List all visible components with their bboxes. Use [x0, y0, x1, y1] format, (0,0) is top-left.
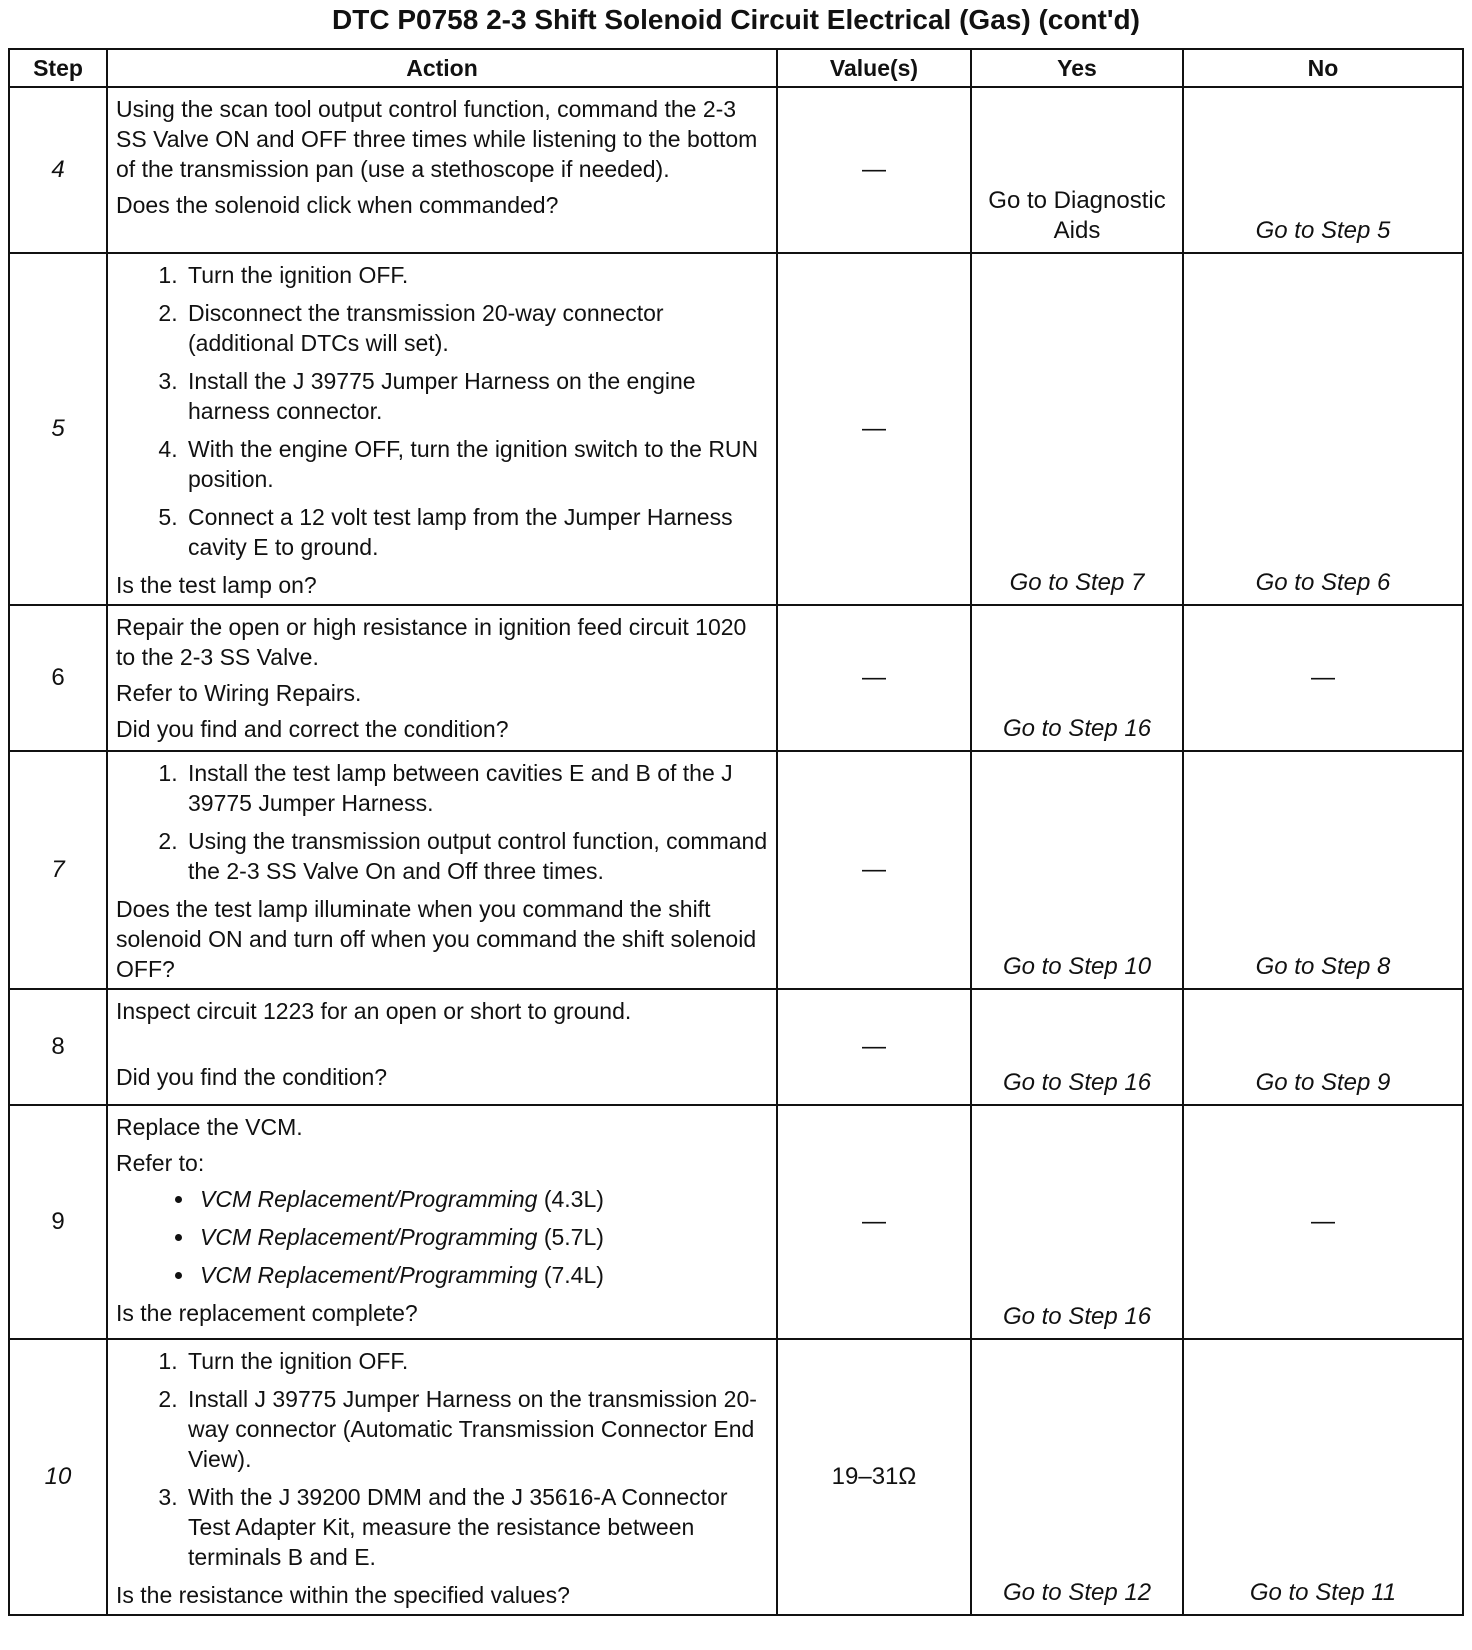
header-row	[9, 49, 1463, 87]
no-cell: Go to Step 5	[1183, 87, 1463, 253]
yes-cell: Go to Step 10	[971, 751, 1183, 989]
action-question: Did you find and correct the condition?	[116, 716, 509, 742]
step-number: 10	[9, 1339, 107, 1615]
list-item: 1. Turn the ignition OFF.	[184, 1346, 770, 1376]
value-cell: —	[777, 751, 971, 989]
action-text: Refer to:	[116, 1150, 205, 1176]
yes-cell: Go to Diagnostic Aids	[971, 87, 1183, 253]
list-item: 2. Install J 39775 Jumper Harness on the transmission 20-way connector (Automatic Transmission Connector End View).	[184, 1384, 770, 1474]
bullet-list	[116, 1184, 770, 1290]
action-cell	[107, 989, 777, 1105]
no-cell: Go to Step 8	[1183, 751, 1463, 989]
reference-link[interactable]: VCM Replacement/Programming	[200, 1262, 538, 1288]
header-no: No	[1183, 49, 1463, 87]
engine-size: (7.4L)	[543, 1262, 604, 1288]
step-number: 4	[9, 87, 107, 253]
value-cell: —	[777, 989, 971, 1105]
yes-cell: Go to Step 16	[971, 605, 1183, 751]
step-number: 5	[9, 253, 107, 605]
action-text: Refer to Wiring Repairs.	[116, 680, 362, 706]
header-action: Action	[107, 49, 777, 87]
reference-link[interactable]: VCM Replacement/Programming	[200, 1224, 538, 1250]
yes-cell: Go to Step 16	[971, 989, 1183, 1105]
reference-link[interactable]: VCM Replacement/Programming	[200, 1186, 538, 1212]
table-row	[9, 1105, 1463, 1339]
header-values: Value(s)	[777, 49, 971, 87]
list-item: 2. Using the transmission output control function, command the 2-3 SS Valve On and Off three times.	[184, 826, 770, 886]
yes-cell: Go to Step 12	[971, 1339, 1183, 1615]
table-row	[9, 751, 1463, 989]
list-item	[196, 1260, 770, 1290]
engine-size: (4.3L)	[543, 1186, 604, 1212]
list-item	[196, 1222, 770, 1252]
action-question: Does the solenoid click when commanded?	[116, 192, 559, 218]
no-cell: Go to Step 6	[1183, 253, 1463, 605]
action-text: Repair the open or high resistance in ignition feed circuit 1020 to the 2-3 SS Valve.	[116, 614, 747, 670]
table-row	[9, 1339, 1463, 1615]
step-number: 8	[9, 989, 107, 1105]
list-item: 4. With the engine OFF, turn the ignition switch to the RUN position.	[184, 434, 770, 494]
value-cell: —	[777, 87, 971, 253]
table-row	[9, 87, 1463, 253]
action-question: Is the resistance within the specified values?	[116, 1582, 570, 1608]
list-item: 5. Connect a 12 volt test lamp from the Jumper Harness cavity E to ground.	[184, 502, 770, 562]
diagnostic-table	[8, 48, 1464, 1616]
table-row	[9, 605, 1463, 751]
action-text: Inspect circuit 1223 for an open or short to ground.	[116, 998, 632, 1024]
no-cell: Go to Step 9	[1183, 989, 1463, 1105]
list-item: 3. With the J 39200 DMM and the J 35616-A Connector Test Adapter Kit, measure the resistance between terminals B and E.	[184, 1482, 770, 1572]
action-question: Did you find the condition?	[116, 1064, 388, 1090]
page-title: DTC P0758 2-3 Shift Solenoid Circuit Electrical (Gas) (cont'd)	[332, 4, 1140, 35]
action-question: Is the test lamp on?	[116, 572, 317, 598]
list-item: 2. Disconnect the transmission 20-way connector (additional DTCs will set).	[184, 298, 770, 358]
header-yes: Yes	[971, 49, 1183, 87]
action-question: Does the test lamp illuminate when you command the shift solenoid ON and turn off when you command the shift solenoid OFF?	[116, 896, 757, 982]
value-cell: 19–31Ω	[777, 1339, 971, 1615]
no-cell: —	[1183, 1105, 1463, 1339]
action-question: Is the replacement complete?	[116, 1300, 418, 1326]
action-cell	[107, 751, 777, 989]
action-cell	[107, 1339, 777, 1615]
no-cell: Go to Step 11	[1183, 1339, 1463, 1615]
list-item: 1. Install the test lamp between cavities E and B of the J 39775 Jumper Harness.	[184, 758, 770, 818]
action-cell	[107, 253, 777, 605]
engine-size: (5.7L)	[543, 1224, 604, 1250]
header-step: Step	[9, 49, 107, 87]
value-cell: —	[777, 1105, 971, 1339]
list-item	[196, 1184, 770, 1214]
numbered-list	[116, 758, 770, 886]
no-cell: —	[1183, 605, 1463, 751]
action-text: Replace the VCM.	[116, 1114, 303, 1140]
value-cell: —	[777, 605, 971, 751]
table-row	[9, 989, 1463, 1105]
yes-cell: Go to Step 7	[971, 253, 1183, 605]
numbered-list	[116, 260, 770, 562]
action-cell	[107, 1105, 777, 1339]
action-cell	[107, 605, 777, 751]
step-number: 9	[9, 1105, 107, 1339]
yes-cell: Go to Step 16	[971, 1105, 1183, 1339]
action-text: Using the scan tool output control function, command the 2-3 SS Valve ON and OFF three times while listening to the bottom of the transmission pan (use a stethoscope if needed).	[116, 96, 758, 182]
list-item: 1. Turn the ignition OFF.	[184, 260, 770, 290]
step-number: 7	[9, 751, 107, 989]
list-item: 3. Install the J 39775 Jumper Harness on the engine harness connector.	[184, 366, 770, 426]
table-row	[9, 253, 1463, 605]
action-cell	[107, 87, 777, 253]
numbered-list	[116, 1346, 770, 1572]
step-number: 6	[9, 605, 107, 751]
value-cell: —	[777, 253, 971, 605]
